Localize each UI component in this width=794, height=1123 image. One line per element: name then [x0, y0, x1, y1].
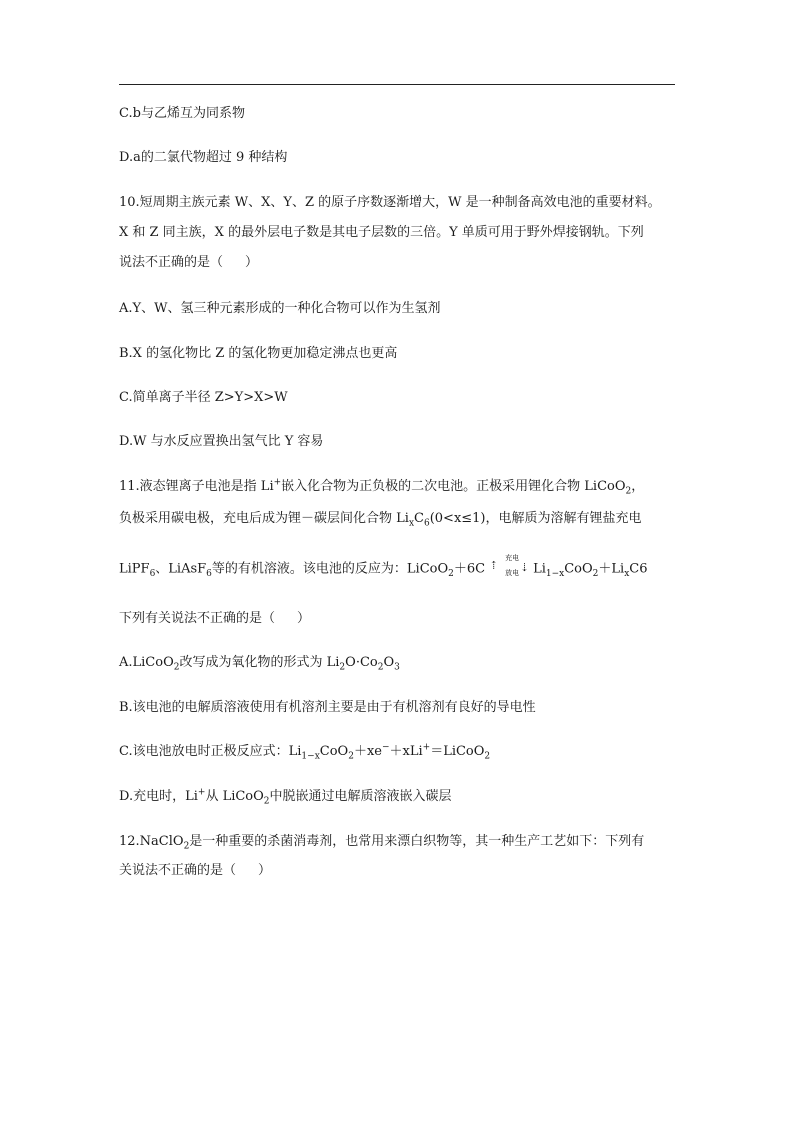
q10-stem-line3: 说法不正确的是（ ）: [119, 255, 259, 270]
q11-option-c: C.该电池放电时正极反应式：$Li_{1-x}CoO_2+xe^-+xLi^+=LiCoO_2$: [119, 742, 491, 762]
q11-option-d: D.充电时，Li+从 LiCoO$_2$中脱嵌通过电解质溶液嵌入碳层: [119, 787, 452, 807]
q12-stem-line2: 关说法不正确的是（ ）: [119, 863, 272, 878]
q12-stem-line1: 12.NaClO$_2$是一种重要的杀菌消毒剂，也常用来漂白织物等，其一种生产工艺如下：下列有: [119, 834, 645, 852]
q10-option-c: C.简单离子半径 Z>Y>X>W: [119, 390, 288, 405]
q10-option-b: B.X 的氢化物比 Z 的氢化物更加稳定沸点也更高: [119, 346, 398, 361]
q11-reaction-equation: LiPF$_6$、LiAsF$_6$等的有机溶液。该电池的反应为：LiCoO$_2$＋6C ⇡ 充电 放电 ⇣ $Li_{1-x}CoO_2+Li_xC6$: [119, 554, 648, 580]
q11-option-b: B.该电池的电解质溶液使用有机溶剂主要是由于有机溶剂有良好的导电性: [119, 700, 536, 715]
q11-option-a: A.LiCoO$_2$改写成为氧化物的形式为 $Li_2O\cdot Co_2O_3$: [119, 655, 400, 673]
q11-stem-line4: 下列有关说法不正确的是（ ）: [119, 611, 311, 626]
q10-option-d: D.W 与水反应置换出氢气比 Y 容易: [119, 434, 324, 449]
q10-stem-line2: X 和 Z 同主族，X 的最外层电子数是其电子层数的三倍。Y 单质可用于野外焊接钢轨。下列: [119, 225, 644, 240]
header-rule: [119, 84, 675, 85]
q11-stem-line2: 负极采用碳电极，充电后成为锂－碳层间化合物 $Li_xC_6(0<x\le 1)$，电解质为溶解有锂盐充电: [119, 511, 642, 529]
q10-stem-line1: 10.短周期主族元素 W、X、Y、Z 的原子序数逐渐增大，W 是一种制备高效电池的重要材料。: [119, 195, 661, 210]
q9-option-c: C.b与乙烯互为同系物: [119, 106, 245, 121]
q11-stem-line1: 11.液态锂离子电池是指 Li+嵌入化合物为正负极的二次电池。正极采用锂化合物 LiCoO$_2$，: [119, 477, 645, 497]
reversible-arrow-icon: ⇡ 充电 放电 ⇣: [489, 554, 530, 577]
q9-option-d: D.a的二氯代物超过 9 种结构: [119, 150, 288, 165]
q10-option-a: A.Y、W、氢三种元素形成的一种化合物可以作为生氢剂: [119, 301, 441, 316]
